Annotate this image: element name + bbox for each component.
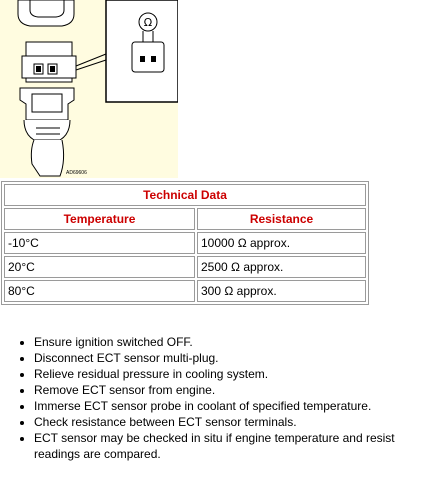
temperature-cell: -10°C xyxy=(4,232,195,254)
list-item: • Ensure ignition switched OFF. xyxy=(34,334,426,350)
column-header-temperature: Temperature xyxy=(4,208,195,230)
resistance-cell: 10000 Ω approx. xyxy=(197,232,366,254)
figure-reference: AD69606 xyxy=(66,170,87,176)
list-item: • ECT sensor may be checked in situ if engine temperature and resist readings are compared. xyxy=(34,430,426,462)
list-item: • Immerse ECT sensor probe in coolant of specified temperature. xyxy=(34,398,426,414)
table-row xyxy=(4,232,366,254)
temperature-cell: 80°C xyxy=(4,280,195,302)
technical-data-table xyxy=(1,181,369,305)
table-title: Technical Data xyxy=(4,184,366,206)
list-item: • Remove ECT sensor from engine. xyxy=(34,382,426,398)
sensor-illustration xyxy=(0,0,178,178)
resistance-cell: 2500 Ω approx. xyxy=(197,256,366,278)
procedure-steps-list xyxy=(17,334,426,462)
resistance-cell: 300 Ω approx. xyxy=(197,280,366,302)
list-item: • Relieve residual pressure in cooling system. xyxy=(34,366,426,382)
list-item: • Check resistance between ECT sensor terminals. xyxy=(34,414,426,430)
ect-sensor-diagram xyxy=(0,0,178,178)
ohm-symbol: Ω xyxy=(143,16,153,29)
list-item: • Disconnect ECT sensor multi-plug. xyxy=(34,350,426,366)
table-row xyxy=(4,256,366,278)
column-header-resistance: Resistance xyxy=(197,208,366,230)
table-row xyxy=(4,280,366,302)
temperature-cell: 20°C xyxy=(4,256,195,278)
